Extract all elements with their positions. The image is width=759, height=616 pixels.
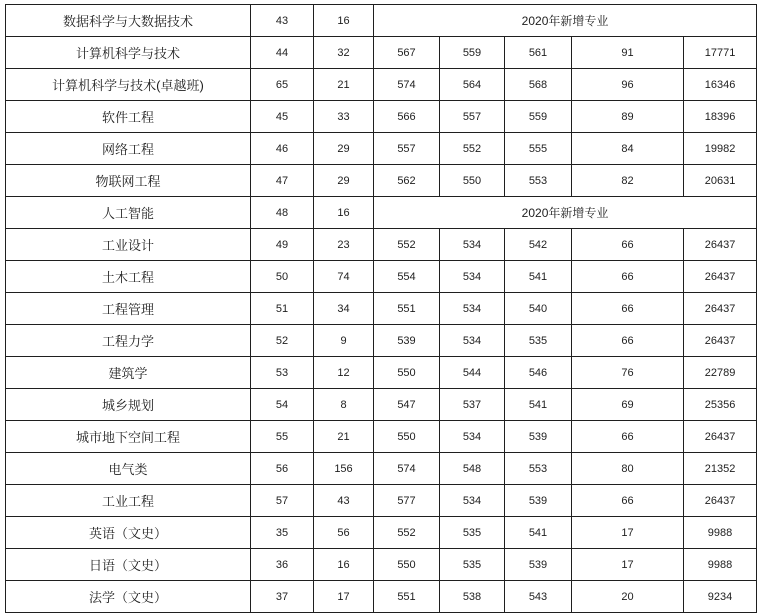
major-code-cell: 56 [251, 453, 314, 485]
min-rank-cell: 20631 [684, 165, 757, 197]
table-row [6, 453, 757, 485]
table-row [6, 101, 757, 133]
table-row [6, 5, 757, 37]
major-name-cell: 日语（文史） [6, 549, 251, 581]
new-major-note-cell: 2020年新增专业 [374, 5, 757, 37]
new-major-note-cell: 2020年新增专业 [374, 197, 757, 229]
plan-count-cell: 29 [314, 165, 374, 197]
table-row [6, 165, 757, 197]
plan-count-cell: 56 [314, 517, 374, 549]
avg-score-cell: 559 [505, 101, 572, 133]
score-diff-cell: 66 [572, 325, 684, 357]
plan-count-cell: 21 [314, 69, 374, 101]
major-name-cell: 土木工程 [6, 261, 251, 293]
min-score-cell: 534 [440, 485, 505, 517]
score-diff-cell: 82 [572, 165, 684, 197]
min-rank-cell: 17771 [684, 37, 757, 69]
plan-count-cell: 74 [314, 261, 374, 293]
score-diff-cell: 66 [572, 229, 684, 261]
major-name-cell: 网络工程 [6, 133, 251, 165]
score-diff-cell: 89 [572, 101, 684, 133]
table-row [6, 357, 757, 389]
min-rank-cell: 26437 [684, 261, 757, 293]
min-score-cell: 544 [440, 357, 505, 389]
major-code-cell: 46 [251, 133, 314, 165]
admission-score-table [5, 4, 757, 613]
min-score-cell: 535 [440, 549, 505, 581]
max-score-cell: 552 [374, 229, 440, 261]
min-rank-cell: 9234 [684, 581, 757, 613]
min-score-cell: 564 [440, 69, 505, 101]
max-score-cell: 557 [374, 133, 440, 165]
min-score-cell: 534 [440, 293, 505, 325]
score-diff-cell: 17 [572, 549, 684, 581]
major-name-cell: 人工智能 [6, 197, 251, 229]
plan-count-cell: 8 [314, 389, 374, 421]
major-code-cell: 49 [251, 229, 314, 261]
major-name-cell: 计算机科学与技术(卓越班) [6, 69, 251, 101]
major-name-cell: 计算机科学与技术 [6, 37, 251, 69]
table-row [6, 517, 757, 549]
min-score-cell: 534 [440, 229, 505, 261]
major-code-cell: 45 [251, 101, 314, 133]
max-score-cell: 554 [374, 261, 440, 293]
max-score-cell: 551 [374, 293, 440, 325]
table-row [6, 229, 757, 261]
avg-score-cell: 541 [505, 517, 572, 549]
table-row [6, 261, 757, 293]
min-score-cell: 559 [440, 37, 505, 69]
table-body [6, 5, 757, 613]
major-code-cell: 53 [251, 357, 314, 389]
major-name-cell: 英语（文史） [6, 517, 251, 549]
major-name-cell: 软件工程 [6, 101, 251, 133]
plan-count-cell: 32 [314, 37, 374, 69]
avg-score-cell: 561 [505, 37, 572, 69]
max-score-cell: 547 [374, 389, 440, 421]
avg-score-cell: 540 [505, 293, 572, 325]
max-score-cell: 574 [374, 69, 440, 101]
major-code-cell: 55 [251, 421, 314, 453]
table-row [6, 69, 757, 101]
major-code-cell: 54 [251, 389, 314, 421]
avg-score-cell: 553 [505, 453, 572, 485]
min-rank-cell: 22789 [684, 357, 757, 389]
min-score-cell: 550 [440, 165, 505, 197]
plan-count-cell: 156 [314, 453, 374, 485]
avg-score-cell: 546 [505, 357, 572, 389]
score-diff-cell: 96 [572, 69, 684, 101]
min-score-cell: 534 [440, 261, 505, 293]
avg-score-cell: 553 [505, 165, 572, 197]
max-score-cell: 539 [374, 325, 440, 357]
plan-count-cell: 33 [314, 101, 374, 133]
plan-count-cell: 16 [314, 5, 374, 37]
avg-score-cell: 535 [505, 325, 572, 357]
table-row [6, 421, 757, 453]
min-rank-cell: 9988 [684, 517, 757, 549]
plan-count-cell: 43 [314, 485, 374, 517]
avg-score-cell: 541 [505, 261, 572, 293]
table-row [6, 325, 757, 357]
avg-score-cell: 555 [505, 133, 572, 165]
min-rank-cell: 19982 [684, 133, 757, 165]
major-name-cell: 工业设计 [6, 229, 251, 261]
max-score-cell: 566 [374, 101, 440, 133]
plan-count-cell: 29 [314, 133, 374, 165]
plan-count-cell: 21 [314, 421, 374, 453]
major-code-cell: 47 [251, 165, 314, 197]
plan-count-cell: 17 [314, 581, 374, 613]
score-diff-cell: 76 [572, 357, 684, 389]
major-code-cell: 50 [251, 261, 314, 293]
max-score-cell: 552 [374, 517, 440, 549]
major-name-cell: 工程管理 [6, 293, 251, 325]
min-rank-cell: 26437 [684, 229, 757, 261]
major-name-cell: 城市地下空间工程 [6, 421, 251, 453]
major-name-cell: 数据科学与大数据技术 [6, 5, 251, 37]
major-name-cell: 工程力学 [6, 325, 251, 357]
score-diff-cell: 69 [572, 389, 684, 421]
major-code-cell: 35 [251, 517, 314, 549]
major-code-cell: 52 [251, 325, 314, 357]
score-diff-cell: 66 [572, 261, 684, 293]
major-name-cell: 建筑学 [6, 357, 251, 389]
table-row [6, 485, 757, 517]
min-score-cell: 552 [440, 133, 505, 165]
min-rank-cell: 26437 [684, 293, 757, 325]
avg-score-cell: 542 [505, 229, 572, 261]
table-row [6, 581, 757, 613]
max-score-cell: 574 [374, 453, 440, 485]
score-diff-cell: 80 [572, 453, 684, 485]
score-diff-cell: 66 [572, 485, 684, 517]
table-row [6, 133, 757, 165]
major-code-cell: 48 [251, 197, 314, 229]
major-code-cell: 43 [251, 5, 314, 37]
score-diff-cell: 91 [572, 37, 684, 69]
min-score-cell: 538 [440, 581, 505, 613]
max-score-cell: 562 [374, 165, 440, 197]
major-name-cell: 物联网工程 [6, 165, 251, 197]
min-score-cell: 548 [440, 453, 505, 485]
major-name-cell: 工业工程 [6, 485, 251, 517]
min-rank-cell: 9988 [684, 549, 757, 581]
score-diff-cell: 66 [572, 293, 684, 325]
major-code-cell: 57 [251, 485, 314, 517]
score-diff-cell: 17 [572, 517, 684, 549]
score-diff-cell: 66 [572, 421, 684, 453]
plan-count-cell: 34 [314, 293, 374, 325]
min-rank-cell: 25356 [684, 389, 757, 421]
avg-score-cell: 568 [505, 69, 572, 101]
max-score-cell: 550 [374, 357, 440, 389]
max-score-cell: 550 [374, 421, 440, 453]
score-diff-cell: 20 [572, 581, 684, 613]
max-score-cell: 550 [374, 549, 440, 581]
max-score-cell: 551 [374, 581, 440, 613]
min-rank-cell: 26437 [684, 421, 757, 453]
avg-score-cell: 539 [505, 549, 572, 581]
max-score-cell: 577 [374, 485, 440, 517]
avg-score-cell: 543 [505, 581, 572, 613]
min-score-cell: 535 [440, 517, 505, 549]
avg-score-cell: 539 [505, 485, 572, 517]
avg-score-cell: 539 [505, 421, 572, 453]
table-row [6, 389, 757, 421]
min-rank-cell: 26437 [684, 325, 757, 357]
table-row [6, 37, 757, 69]
major-code-cell: 51 [251, 293, 314, 325]
major-name-cell: 城乡规划 [6, 389, 251, 421]
min-rank-cell: 16346 [684, 69, 757, 101]
min-score-cell: 534 [440, 421, 505, 453]
score-diff-cell: 84 [572, 133, 684, 165]
major-name-cell: 法学（文史） [6, 581, 251, 613]
max-score-cell: 567 [374, 37, 440, 69]
table-row [6, 293, 757, 325]
major-name-cell: 电气类 [6, 453, 251, 485]
plan-count-cell: 9 [314, 325, 374, 357]
plan-count-cell: 23 [314, 229, 374, 261]
table-row [6, 197, 757, 229]
plan-count-cell: 16 [314, 549, 374, 581]
min-score-cell: 557 [440, 101, 505, 133]
plan-count-cell: 16 [314, 197, 374, 229]
min-rank-cell: 18396 [684, 101, 757, 133]
major-code-cell: 36 [251, 549, 314, 581]
table-row [6, 549, 757, 581]
avg-score-cell: 541 [505, 389, 572, 421]
min-rank-cell: 26437 [684, 485, 757, 517]
major-code-cell: 37 [251, 581, 314, 613]
major-code-cell: 65 [251, 69, 314, 101]
min-score-cell: 534 [440, 325, 505, 357]
min-rank-cell: 21352 [684, 453, 757, 485]
min-score-cell: 537 [440, 389, 505, 421]
plan-count-cell: 12 [314, 357, 374, 389]
major-code-cell: 44 [251, 37, 314, 69]
